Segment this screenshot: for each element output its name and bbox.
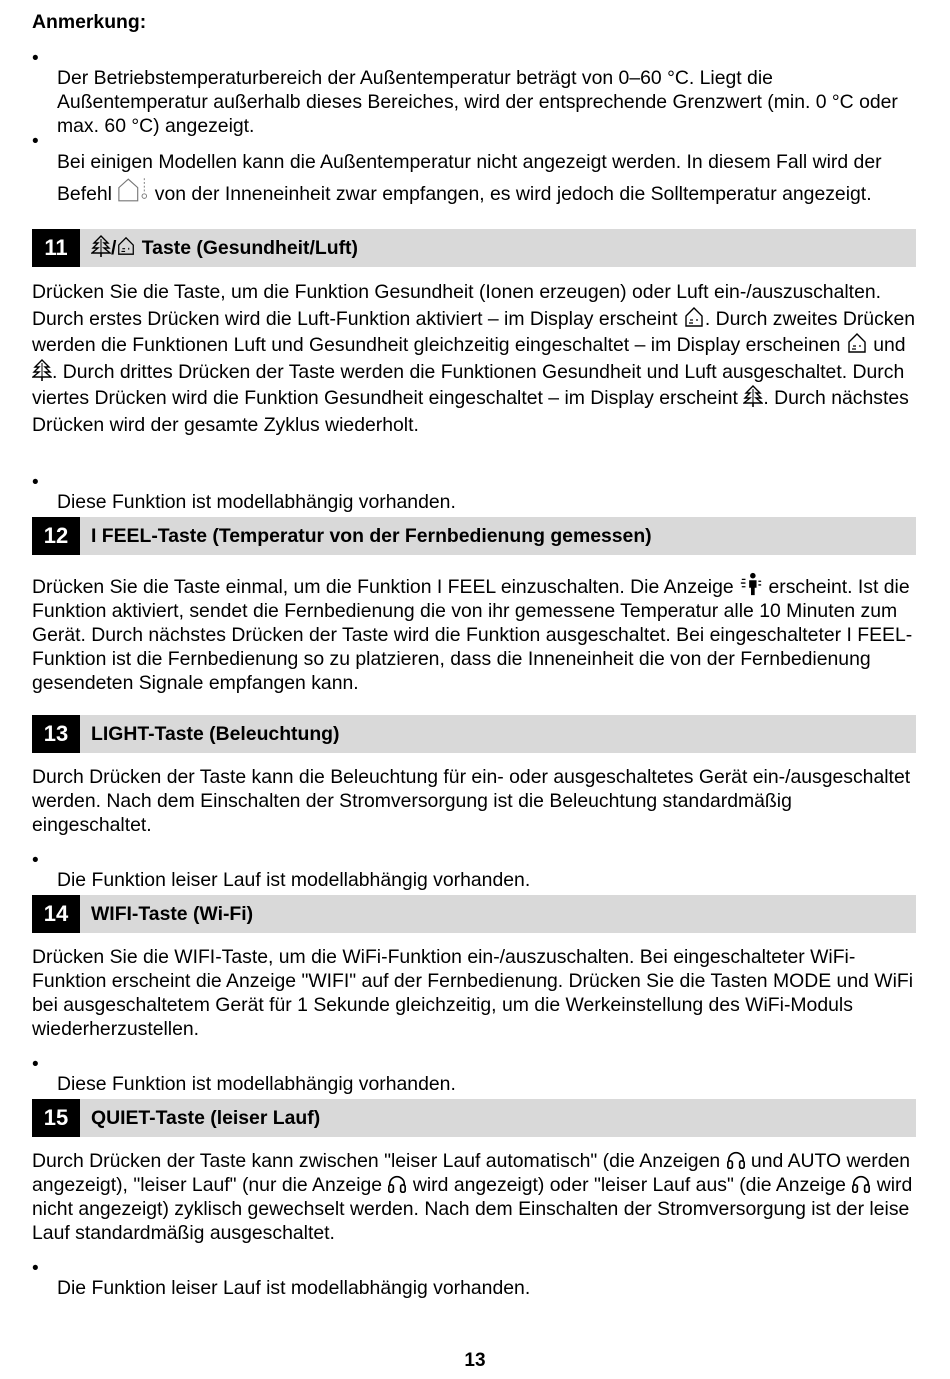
section-15-text xyxy=(32,1149,916,1245)
house-air-icon xyxy=(683,306,705,328)
note-bullet-2-part-b: von der Inneneinheit zwar empfangen, es wird jedoch die Solltemperatur angezeigt. xyxy=(154,183,872,206)
headphones-quiet-icon xyxy=(851,1174,871,1194)
section-14-bullet-text: Diese Funktion ist modellabhängig vorhanden. xyxy=(57,1073,456,1096)
bullet-dot: • xyxy=(32,131,39,152)
section-13-header xyxy=(32,715,916,753)
section-title: QUIET-Taste (leiser Lauf) xyxy=(91,1107,321,1129)
s15-text-4: wird nicht angezeigt) zyklisch gewechselt werden. Nach dem Einschalten der Stromversorgung ist der leise Lauf standardmäßig ausgeschaltet. xyxy=(32,1174,913,1244)
s11-text-5: . Durch nächstes Drücken wird der gesamte Zyklus wiederholt. xyxy=(32,387,909,436)
bullet-dot: • xyxy=(32,1054,39,1075)
section-11-text xyxy=(32,279,916,438)
note-bullet-2-text xyxy=(57,149,916,208)
bullet-dot: • xyxy=(32,48,39,69)
section-15-header xyxy=(32,1099,916,1137)
s11-text-4: . Durch drittes Drücken der Taste werden die Funktionen Gesundheit und Luft ausgeschaltet. Durch viertes Drücken wird die Funktion Gesundheit eingeschaltet – im Display erscheint xyxy=(32,360,905,409)
page-number: 13 xyxy=(464,1350,486,1371)
note-title: Anmerkung: xyxy=(32,11,147,33)
section-11-header xyxy=(32,229,916,267)
section-12-text xyxy=(32,572,916,695)
section-14-text: Drücken Sie die WIFI-Taste, um die WiFi-Funktion ein-/auszuschalten. Bei eingeschalteter WiFi-Funktion erscheint die Anzeige "WIFI" auf der Fernbedienung. Drücken Sie die Tasten MODE und WiFi bei ausgeschaltetem Gerät für 1 Sekunde gleichzeitig, um die Werkeinstellung des WiFi-Moduls wiederherzustellen. xyxy=(32,946,914,1040)
s11-text-1: Drücken Sie die Taste, um die Funktion Gesundheit (Ionen erzeugen) oder Luft ein-/auszuschalten. Durch erstes Drücken wird die Luft-Funktion aktiviert – im Display erscheint xyxy=(32,281,882,330)
headphones-quiet-icon xyxy=(387,1174,407,1194)
note-bullet-2 xyxy=(32,130,916,228)
section-12-header xyxy=(32,517,916,555)
s12-text-1: Drücken Sie die Taste einmal, um die Funktion I FEEL einzuschalten. Die Anzeige xyxy=(32,576,734,598)
s11-text-2: . Durch zweites Drücken werden die Funktionen Luft und Gesundheit gleichzeitig eingeschaltet – im Display erscheinen xyxy=(32,307,916,356)
s15-text-1: Durch Drücken der Taste kann zwischen "leiser Lauf automatisch" (die Anzeigen xyxy=(32,1150,721,1172)
section-number: 12 xyxy=(32,517,80,555)
section-14-body xyxy=(32,945,916,1041)
bullet-dot: • xyxy=(32,472,39,493)
bullet-dot: • xyxy=(32,1258,39,1279)
section-14-header xyxy=(32,895,916,933)
tree-icon xyxy=(743,385,763,407)
section-15-body xyxy=(32,1149,916,1245)
section-13-text: Durch Drücken der Taste kann die Beleuchtung für ein- oder ausgeschaltetes Gerät ein-/ausgeschaltet werden. Nach dem Einschalten der Stromversorgung ist die Beleuchtung standardmäßig eingeschaltet. xyxy=(32,766,911,836)
section-title: WIFI-Taste (Wi-Fi) xyxy=(91,903,254,925)
note-bullet-1-text: Der Betriebstemperaturbereich der Außentemperatur beträgt von 0–60 °C. Liegt die Außentemperatur außerhalb dieses Bereiches, wird der entsprechende Grenzwert (min. 0 °C oder max. 60 °C) angezeigt. xyxy=(57,67,898,138)
s15-text-3: wird angezeigt) oder "leiser Lauf aus" (die Anzeige xyxy=(412,1174,846,1196)
section-13-body xyxy=(32,765,916,837)
section-11-bullet-text: Diese Funktion ist modellabhängig vorhanden. xyxy=(57,491,456,514)
headphones-quiet-icon xyxy=(726,1150,746,1170)
outdoor-temp-house-icon xyxy=(117,176,149,203)
section-number: 15 xyxy=(32,1099,80,1137)
s15-text-2: und AUTO werden angezeigt), "leiser Lauf" (nur die Anzeige xyxy=(32,1150,911,1196)
section-number: 11 xyxy=(32,229,80,267)
house-air-icon xyxy=(846,332,868,354)
section-title: LIGHT-Taste (Beleuchtung) xyxy=(91,723,340,745)
s11-text-3: und xyxy=(873,334,906,356)
tree-icon xyxy=(91,235,111,257)
section-13-bullet-text: Die Funktion leiser Lauf ist modellabhängig vorhanden. xyxy=(57,869,531,892)
section-15-bullet xyxy=(32,1257,916,1320)
section-11-body xyxy=(32,279,916,438)
house-air-icon xyxy=(116,235,136,257)
icon-separator: / xyxy=(111,237,117,259)
section-title: I FEEL-Taste (Temperatur von der Fernbedienung gemessen) xyxy=(91,525,652,547)
section-15-bullet-text: Die Funktion leiser Lauf ist modellabhängig vorhanden. xyxy=(57,1277,531,1300)
section-title xyxy=(91,229,358,267)
person-ifeel-icon xyxy=(739,572,763,596)
tree-icon xyxy=(32,359,52,381)
section-12-body xyxy=(32,572,916,695)
s12-text-2: erscheint. Ist die Funktion aktiviert, sendet die Fernbedienung die von ihr gemessene Temperatur alle 10 Minuten zum Gerät. Durch nächstes Drücken der Taste wird die Funktion ausgeschaltet. Bei eingeschalteter I FEEL-Funktion ist die Fernbedienung so zu platzieren, dass die Inneneinheit die von der Fernbedienung gesendeten Signale empfangen kann. xyxy=(32,576,913,694)
section-11-title-text: Taste (Gesundheit/Luft) xyxy=(141,237,358,259)
section-number: 13 xyxy=(32,715,80,753)
bullet-dot: • xyxy=(32,850,39,871)
section-number: 14 xyxy=(32,895,80,933)
note-bullet-2-part-a: Bei einigen Modellen kann die Außentemperatur nicht angezeigt werden. In diesem Fall wird der Befehl xyxy=(57,151,882,206)
